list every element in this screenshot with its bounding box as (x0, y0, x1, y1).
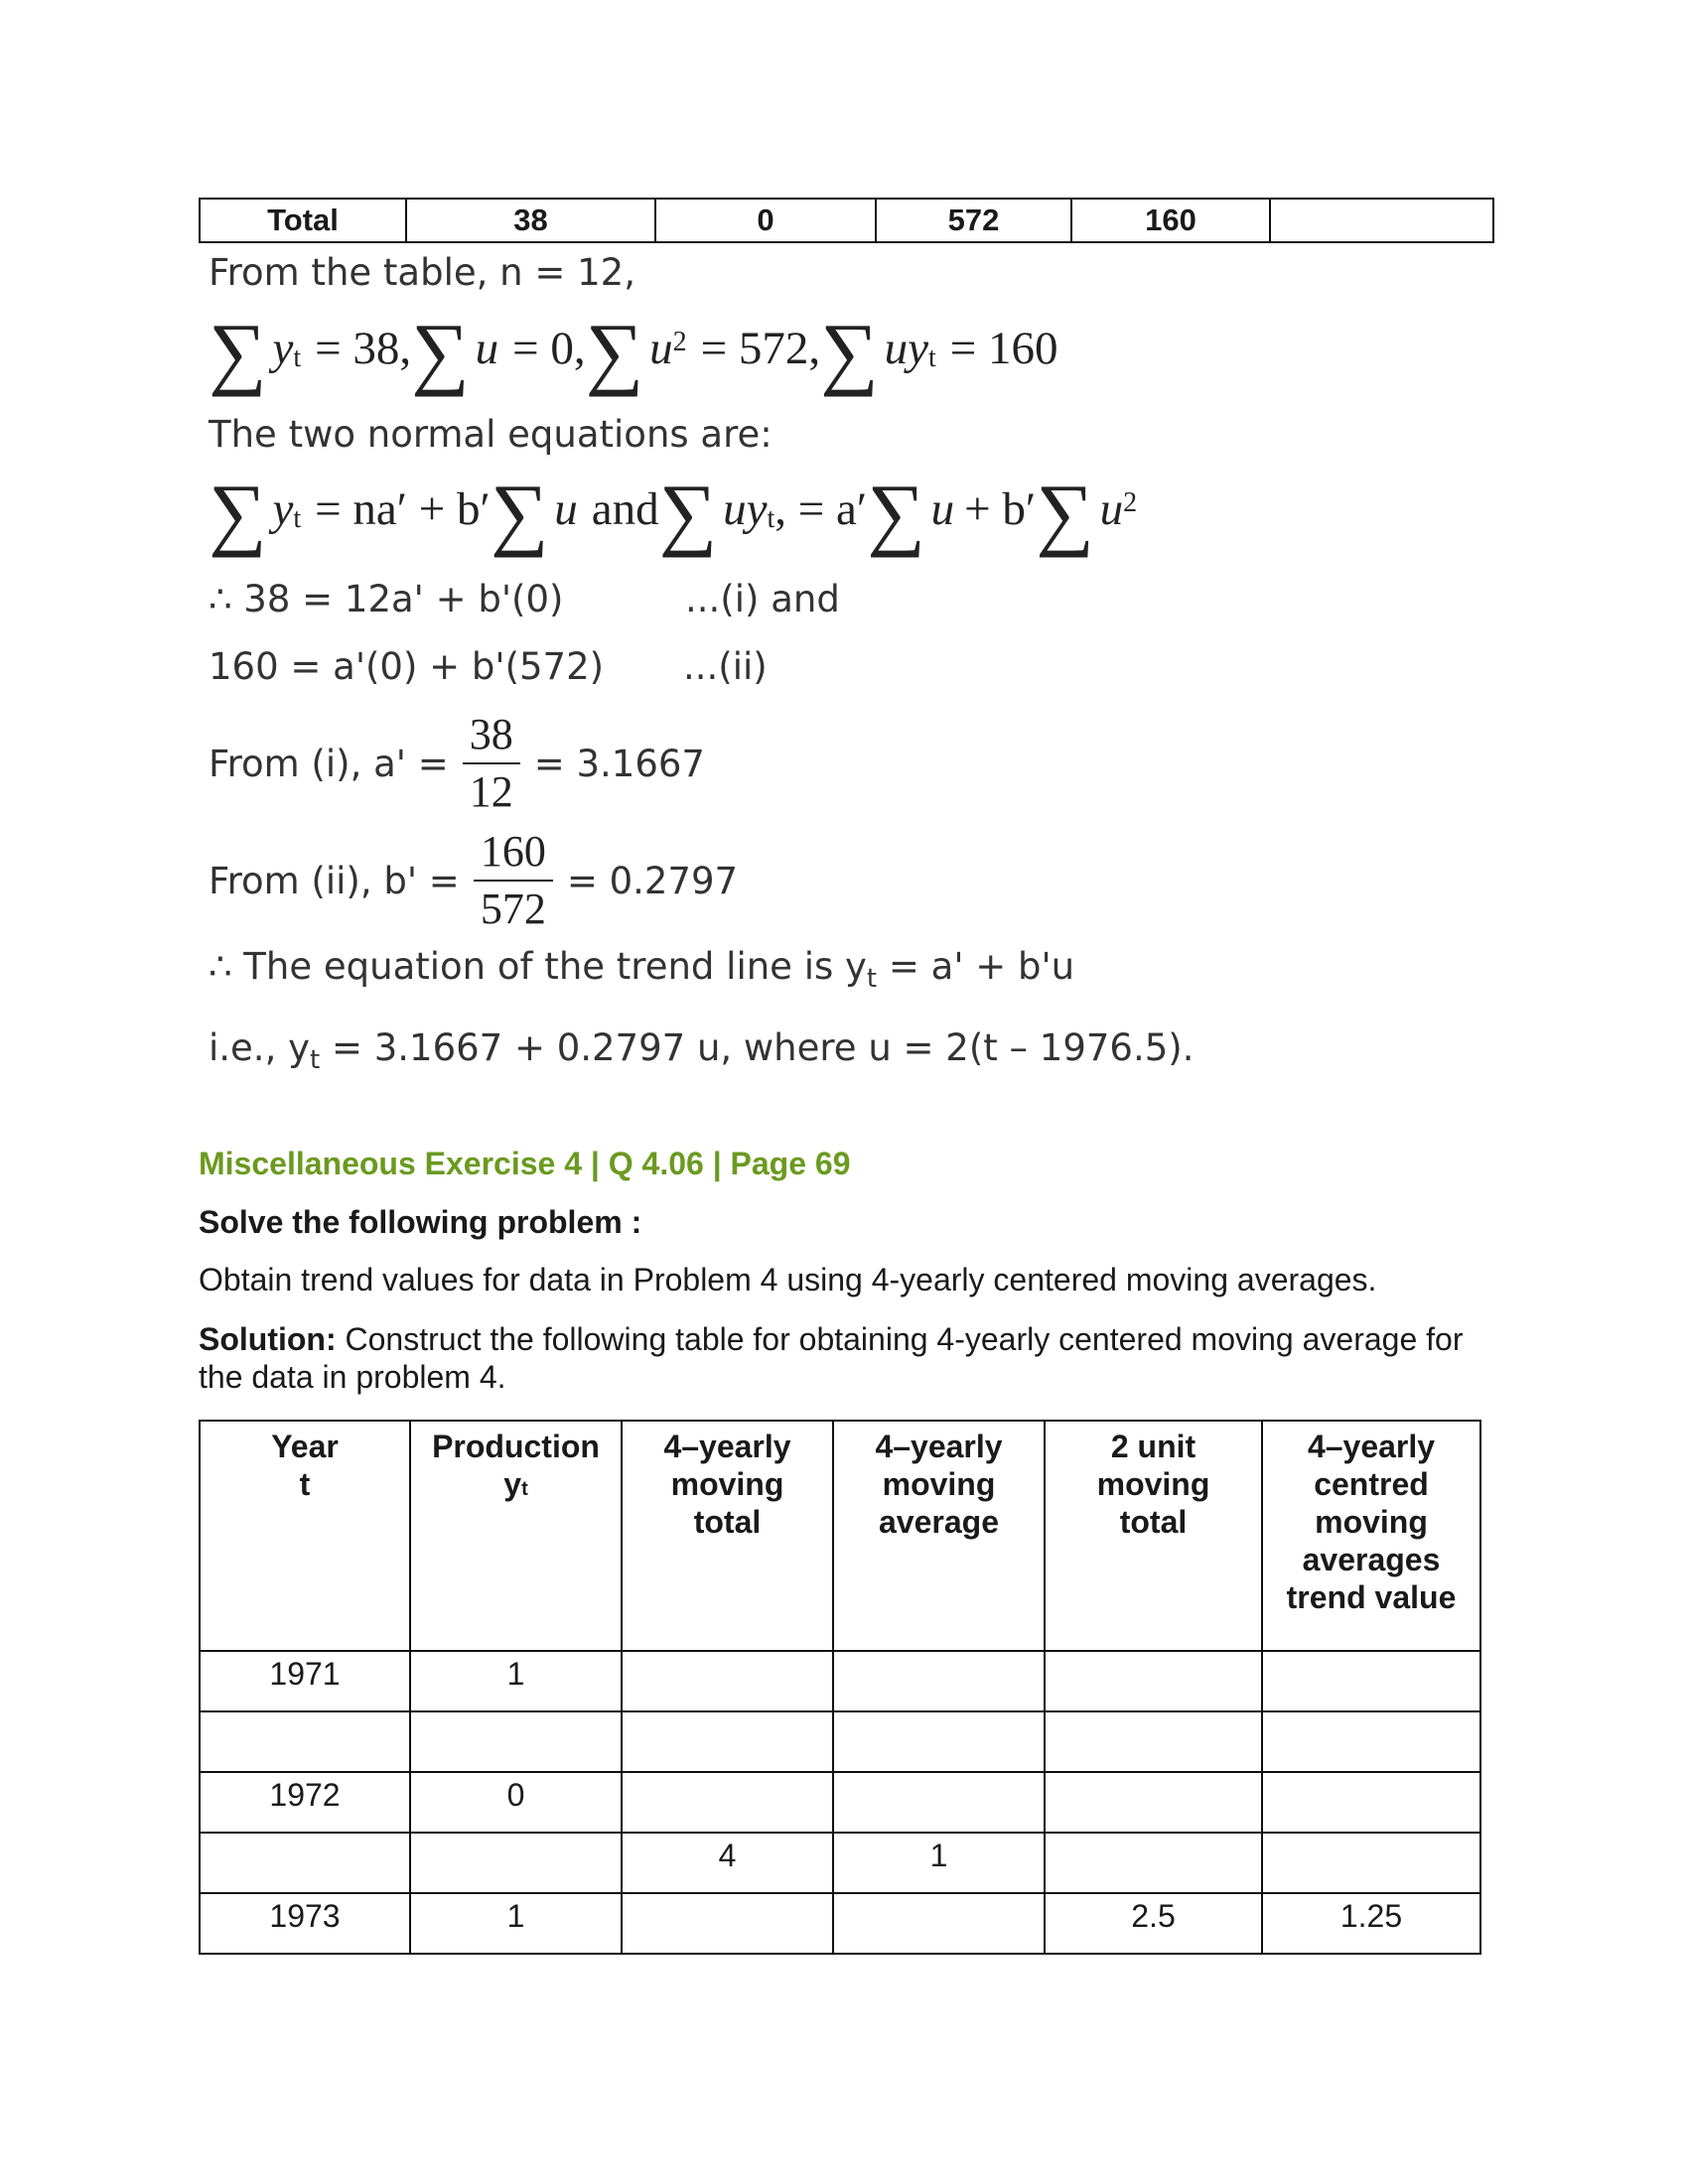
table-cell (1045, 1651, 1262, 1711)
formula-sub: t (293, 342, 302, 373)
sigma-symbol: ∑ (411, 307, 470, 397)
numerator: 38 (469, 710, 513, 758)
header-line: moving (670, 1466, 784, 1502)
question-text: Obtain trend values for data in Problem 4 using 4-yearly centered moving averages. (199, 1262, 1377, 1297)
header-line: t (299, 1466, 311, 1502)
totals-cell: Total (200, 199, 406, 242)
header-line: 2 unit (1110, 1429, 1196, 1464)
formula-var: y (272, 323, 294, 374)
formula-text: + b′ (964, 483, 1037, 535)
column-header (410, 1421, 622, 1651)
header-line: average (879, 1504, 999, 1540)
header-line: Production (432, 1429, 600, 1464)
ie-text: i.e., y (209, 1026, 310, 1069)
header-line: 4–yearly (875, 1429, 1003, 1464)
table-row (200, 1893, 1480, 1954)
header-line: moving (1315, 1504, 1428, 1540)
header-line: total (693, 1504, 762, 1540)
formula-sub: t (927, 342, 936, 373)
table-cell (1262, 1772, 1480, 1833)
header-var: y (503, 1466, 522, 1502)
formula-sup: 2 (1123, 487, 1138, 518)
table-cell (833, 1711, 1045, 1772)
sigma-symbol: ∑ (490, 468, 549, 558)
equation-i: ∴ 38 = 12a' + b'(0) (209, 578, 564, 620)
table-cell (622, 1893, 833, 1954)
column-header (1262, 1421, 1480, 1651)
table-header-row (200, 1421, 1480, 1651)
from-ii-result: = 0.2797 (566, 859, 739, 902)
trend-line-equation (209, 945, 1075, 994)
header-line: 4–yearly (663, 1429, 791, 1464)
moving-average-table (199, 1420, 1481, 1955)
problem-prompt: Solve the following problem : (199, 1204, 642, 1240)
formula-var: uy (884, 323, 928, 374)
formula-var: y (272, 483, 294, 535)
header-line: centred (1314, 1466, 1429, 1502)
table-cell: 1972 (200, 1772, 410, 1833)
trend-sub: t (866, 964, 878, 994)
sigma-symbol: ∑ (1036, 468, 1094, 558)
table-cell: 2.5 (1045, 1893, 1262, 1954)
table-cell (1262, 1711, 1480, 1772)
formula-value: = 0, (512, 323, 586, 374)
solution-label: Solution: (199, 1321, 337, 1357)
sigma-symbol: ∑ (209, 307, 267, 397)
table-cell (622, 1651, 833, 1711)
from-i-result: = 3.1667 (533, 742, 705, 785)
table-cell (410, 1711, 622, 1772)
formula-sub: t (293, 503, 302, 534)
table-cell (622, 1711, 833, 1772)
header-line: total (1119, 1504, 1188, 1540)
from-i-label: From (i), a' = (209, 742, 449, 785)
numerator: 160 (480, 827, 546, 876)
equation-ii-tag: ...(ii) (683, 645, 768, 688)
formula-text: , = a′ (774, 483, 868, 535)
fraction (474, 824, 553, 937)
table-row (200, 1833, 1480, 1893)
normal-equations (209, 468, 1138, 558)
table-cell (200, 1711, 410, 1772)
header-line: 4–yearly (1307, 1429, 1436, 1464)
header-line: trend value (1286, 1579, 1457, 1615)
table-cell (833, 1772, 1045, 1833)
header-sub: t (521, 1478, 528, 1500)
formula-sub: t (767, 503, 775, 534)
formula-sup: 2 (672, 327, 687, 357)
formula-var: u (475, 323, 499, 374)
table-cell: 0 (410, 1772, 622, 1833)
formula-text: = na′ + b′ (315, 483, 491, 535)
totals-cell (1270, 199, 1493, 242)
formula-text: and (591, 483, 659, 535)
table-cell (1045, 1833, 1262, 1893)
equation-ii: 160 = a'(0) + b'(572) (209, 645, 605, 688)
totals-row (200, 199, 1493, 242)
table-cell: 4 (622, 1833, 833, 1893)
formula-var: u (554, 483, 578, 535)
formula-var: u (930, 483, 955, 535)
sigma-symbol: ∑ (585, 307, 644, 397)
totals-cell: 38 (406, 199, 655, 242)
denominator: 12 (469, 767, 513, 816)
denominator: 572 (480, 885, 546, 933)
formula-value: = 160 (949, 323, 1058, 374)
table-row (200, 1772, 1480, 1833)
header-line: moving (1096, 1466, 1210, 1502)
header-line (411, 1465, 621, 1508)
from-ii-label: From (ii), b' = (209, 859, 460, 902)
sum-formula (209, 307, 1058, 397)
sigma-symbol: ∑ (820, 307, 879, 397)
table-cell (1045, 1711, 1262, 1772)
formula-value: = 572, (700, 323, 821, 374)
totals-cell: 0 (655, 199, 876, 242)
exercise-heading: Miscellaneous Exercise 4 | Q 4.06 | Page 69 (199, 1146, 851, 1181)
totals-table (199, 198, 1494, 243)
table-cell (622, 1772, 833, 1833)
column-header (833, 1421, 1045, 1651)
equation-i-tag: ...(i) and (685, 578, 840, 620)
normal-eq-title: The two normal equations are: (209, 413, 773, 456)
column-header (1045, 1421, 1262, 1651)
fraction (463, 707, 520, 820)
from-ii-line (209, 824, 738, 937)
trend-text: = a' + b'u (877, 945, 1075, 988)
trend-line-result (209, 1026, 1195, 1075)
from-i-line (209, 707, 705, 820)
sigma-symbol: ∑ (867, 468, 925, 558)
formula-var: uy (723, 483, 768, 535)
solution-text: Construct the following table for obtaining 4-yearly centered moving average for the data in problem 4. (199, 1321, 1464, 1395)
column-header (622, 1421, 833, 1651)
formula-var: u (649, 323, 673, 374)
table-cell: 1 (410, 1651, 622, 1711)
column-header (200, 1421, 410, 1651)
table-cell: 1 (410, 1893, 622, 1954)
table-cell (1045, 1772, 1262, 1833)
ie-sub: t (310, 1045, 321, 1075)
table-cell (1262, 1651, 1480, 1711)
table-row (200, 1651, 1480, 1711)
header-line: moving (882, 1466, 996, 1502)
sigma-symbol: ∑ (209, 468, 267, 558)
table-row (200, 1711, 1480, 1772)
table-cell: 1971 (200, 1651, 410, 1711)
ie-text: = 3.1667 + 0.2797 u, where u = 2(t – 1976.5). (320, 1026, 1195, 1069)
trend-text: ∴ The equation of the trend line is y (209, 945, 867, 988)
formula-var: u (1099, 483, 1124, 535)
from-table-text: From the table, n = 12, (209, 251, 635, 294)
header-line: averages (1302, 1542, 1441, 1577)
table-cell (1262, 1833, 1480, 1893)
sigma-symbol: ∑ (658, 468, 718, 558)
table-cell (410, 1833, 622, 1893)
table-cell: 1.25 (1262, 1893, 1480, 1954)
table-cell (833, 1893, 1045, 1954)
table-cell: 1 (833, 1833, 1045, 1893)
table-cell (833, 1651, 1045, 1711)
totals-cell: 572 (876, 199, 1071, 242)
table-cell: 1973 (200, 1893, 410, 1954)
formula-value: = 38, (315, 323, 412, 374)
solution-paragraph (199, 1320, 1489, 1396)
header-line: Year (271, 1429, 339, 1464)
table-cell (200, 1833, 410, 1893)
totals-cell: 160 (1071, 199, 1270, 242)
